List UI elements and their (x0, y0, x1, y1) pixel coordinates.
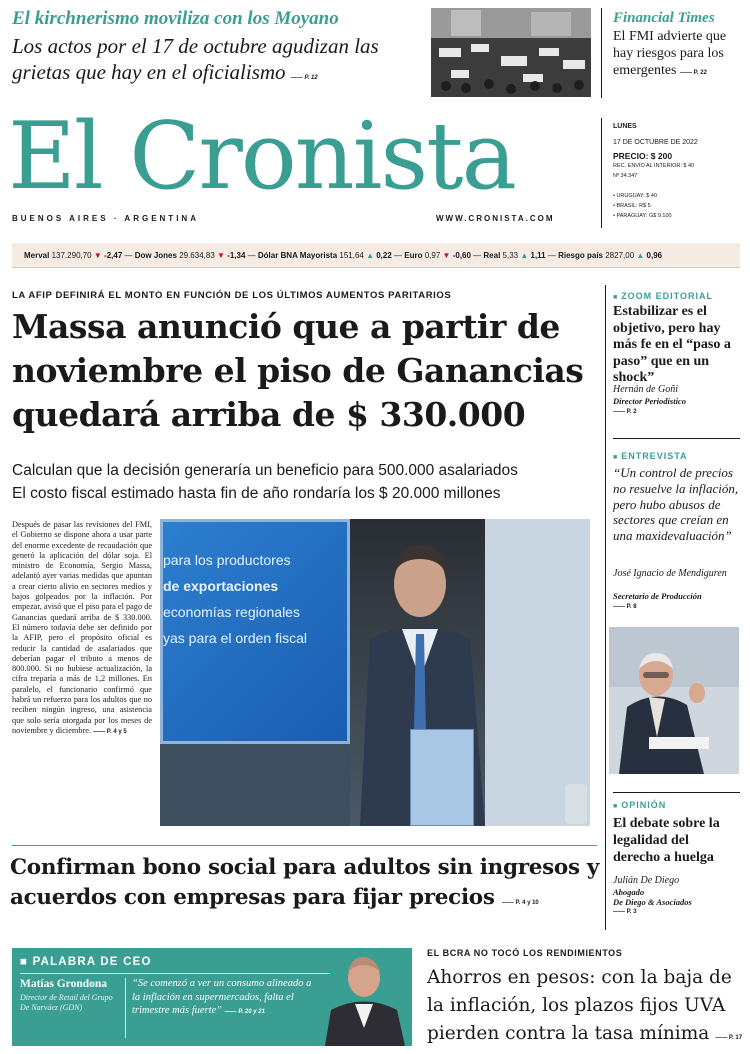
opinion-role: Abogado (613, 887, 645, 897)
screen-line: economías regionales (163, 604, 300, 620)
edition-price-paraguay: • PARAGUAY: G$ 9.100 (613, 213, 672, 219)
masthead-website[interactable]: WWW.CRONISTA.COM (436, 214, 555, 223)
document-folder (410, 729, 474, 826)
opinion-firm: De Diego & Asociados (613, 897, 692, 907)
bcra-headline[interactable]: Ahorros en pesos: con la baja de la inflación, los plazos fijos UVA pierden contra la tasa mínima —— P. 17 (427, 964, 747, 1052)
arrow-down-icon: ▼ (442, 251, 451, 260)
edition-info (613, 122, 745, 221)
top-story-kicker[interactable]: El kirchnerismo moviliza con los Moyano (12, 8, 339, 29)
square-icon: ■ (20, 956, 29, 968)
opinion-author: Julián De Diego (613, 875, 680, 886)
ticker-item[interactable]: Euro 0,97 ▼ -0,60 — (404, 251, 484, 260)
arrow-down-icon: ▼ (93, 251, 102, 260)
presentation-screen (160, 519, 350, 744)
edition-day: LUNES (613, 123, 637, 130)
bcra-page-ref: —— P. 17 (715, 1035, 742, 1041)
edition-price-brasil: • BRASIL: R$ 5 (613, 203, 651, 209)
lead-kicker: LA AFIP DEFINIRÁ EL MONTO EN FUNCIÓN DE LOS ÚLTIMOS AUMENTOS PARITARIOS (12, 290, 452, 301)
bcra-kicker: EL BCRA NO TOCÓ LOS RENDIMIENTOS (427, 948, 623, 958)
bono-headline[interactable]: Confirman bono social para adultos sin ingresos y acuerdos con empresas para fijar precios —— P. 4 y 10 (10, 853, 600, 918)
lead-body: Después de pasar las revisiones del FMI, el Gobierno se dispone ahora a usar parte del enorme excedente de recaudación que generó la aplicación del dólar soja. El ministro de Economía, Sergio Massa, adelantó ayer varias medidas que apuntan a crear cierto alivio en sectores medios y bajos golpeados por la inflación. Por empezar, avisó que el piso para el pago de Ganancias quedará arriba de $ 330.000. El número todavía debe ser definido por la AFIP, pero el propósito oficial es reducir la cantidad de asalariados que deberían pagar el tributo a menos de 800.000. Si no hubiese actualización, la cifra treparía a más de 1,2 millones. En paralelo, el funcionario confirmó que habrá un refuerzo para los adultos que no reciben ningún ingreso, una asistencia que solo sería otorgada por los meses de noviembre y diciembre. —— P. 4 y 5 (12, 520, 152, 832)
edition-price: PRECIO: $ 200 (613, 151, 673, 161)
ceo-name: Matías Grondona (20, 978, 108, 990)
lead-subhead-2: El costo fiscal estimado hasta fin de año rondaría los $ 20.000 millones (12, 485, 501, 502)
bono-page-ref: —— P. 4 y 10 (502, 900, 539, 906)
arrow-up-icon: ▲ (636, 251, 645, 260)
ceo-page-ref: —— P. 20 y 21 (225, 1009, 265, 1015)
ticker-item[interactable]: Merval 137.290,70 ▼ -2,47 — (24, 251, 135, 260)
ft-source: Financial Times (613, 10, 715, 26)
ticker-item[interactable]: Dólar BNA Mayorista 151,64 ▲ 0,22 — (257, 251, 405, 260)
opinion-label: ■ OPINIÓN (613, 800, 666, 810)
masthead-city: BUENOS AIRES · ARGENTINA (12, 214, 199, 223)
entrevista-author: José Ignacio de Mendiguren (613, 568, 727, 579)
lead-page-ref: —— P. 4 y 5 (93, 729, 127, 735)
zoom-label: ■ ZOOM EDITORIAL (613, 291, 713, 301)
masthead-title[interactable]: El Cronista (8, 102, 515, 210)
arrow-up-icon: ▲ (366, 251, 374, 260)
top-crowd-photo[interactable] (431, 8, 591, 97)
zoom-author: Hernán de Goñi (613, 384, 678, 395)
zoom-text[interactable]: Estabilizar es el objetivo, pero hay más fe en el “paso a paso” que en un shock” (613, 304, 731, 385)
ceo-box[interactable] (12, 948, 412, 1046)
entrevista-page-ref: —— P. 8 (613, 604, 637, 610)
screen-line: de exportaciones (163, 578, 279, 594)
edition-price-uruguay: • URUGUAY: $ 40 (613, 193, 658, 199)
top-story-headline[interactable]: Los actos por el 17 de octubre agudizan las grietas que hay en el oficialismo —— P. 12 (12, 33, 412, 91)
opinion-title[interactable]: El debate sobre la legalidad del derecho a huelga (613, 816, 720, 865)
seated-man-image (609, 627, 739, 774)
screen-line: yas para el orden fiscal (163, 630, 307, 646)
ticker-item[interactable]: Dow Jones 29.634,83 ▼ -1,34 — (134, 251, 258, 260)
ft-page-ref: —— P. 22 (680, 70, 707, 76)
edition-rec: REC. ENVÍO AL INTERIOR: $ 40 (613, 163, 695, 169)
lead-headline[interactable]: Massa anunció que a partir de noviembre el piso de Ganancias quedará arriba de $ 330.000 (12, 307, 584, 434)
entrevista-role: Secretario de Producción (613, 591, 702, 601)
lead-photo[interactable] (160, 519, 590, 826)
entrevista-label: ■ ENTREVISTA (613, 451, 688, 461)
entrevista-quote[interactable]: “Un control de precios no resuelve la inflación, pero hubo abusos de sectores que creían en una maxidevaluación” (613, 465, 739, 544)
ceo-role: Director de Retail del Grupo De Narváez (GDN) (20, 993, 113, 1012)
top-story-page-ref: —— P. 12 (291, 75, 318, 81)
edition-date: 17 DE OCTUBRE DE 2022 (613, 139, 698, 146)
arrow-down-icon: ▼ (217, 251, 225, 260)
ceo-label: ■ PALABRA DE CEO (20, 956, 152, 968)
ticker-item[interactable]: Real 5,33 ▲ 1,11 — (483, 251, 559, 260)
opinion-page-ref: —— P. 3 (613, 909, 637, 915)
zoom-role: Director Periodístico (613, 396, 686, 406)
lead-subhead-1: Calculan que la decisión generaría un beneficio para 500.000 asalariados (12, 462, 518, 479)
edition-number: Nº 34.347 (613, 173, 638, 179)
screen-line: para los productores (163, 552, 291, 568)
ticker-item[interactable]: Riesgo país 2827,00 ▲ 0,96 (558, 251, 663, 260)
ceo-quote: “Se comenzó a ver un consumo alineado a la inflación en supermercados, falta el trimestre más fuerte” —— P. 20 y 21 (132, 977, 312, 1020)
interview-photo[interactable] (609, 627, 739, 774)
ft-headline[interactable]: El FMI advierte que hay riesgos para los emergentes —— P. 22 (613, 28, 743, 82)
ceo-portrait (317, 948, 412, 1046)
zoom-page-ref: —— P. 2 (613, 409, 637, 415)
crowd-image (431, 8, 591, 97)
market-ticker (12, 243, 740, 268)
arrow-up-icon: ▲ (520, 251, 529, 260)
